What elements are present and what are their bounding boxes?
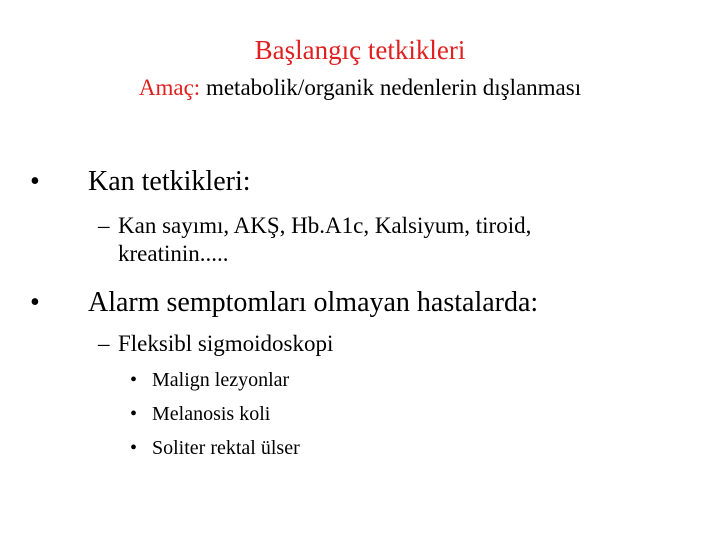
bullet-text: Kan tetkikleri:	[88, 166, 251, 197]
subbullet-text: Fleksibl sigmoidoskopi	[118, 331, 334, 356]
list-item-text: Soliter rektal ülser	[152, 437, 300, 459]
bullet-marker: •	[130, 437, 138, 459]
subtitle-label: Amaç:	[138, 75, 201, 100]
slide-subtitle	[0, 74, 720, 102]
bullet-marker: •	[130, 369, 138, 391]
bullet-marker: •	[130, 403, 138, 425]
bullet-marker: •	[30, 166, 40, 197]
list-item-text: Malign lezyonlar	[152, 369, 290, 391]
bullet-marker: •	[30, 287, 40, 318]
subbullet-text: Kan sayımı, AKŞ, Hb.A1c, Kalsiyum, tiroid, kreatinin.....	[118, 213, 532, 266]
slide-title: Başlangıç tetkikleri	[254, 35, 466, 65]
bullet-text: Alarm semptomları olmayan hastalarda:	[88, 287, 539, 318]
dash-marker: –	[98, 213, 110, 238]
list-item-text: Melanosis koli	[152, 403, 271, 425]
dash-marker: –	[98, 331, 110, 356]
subtitle-text: metabolik/organik nedenlerin dışlanması	[205, 75, 582, 100]
